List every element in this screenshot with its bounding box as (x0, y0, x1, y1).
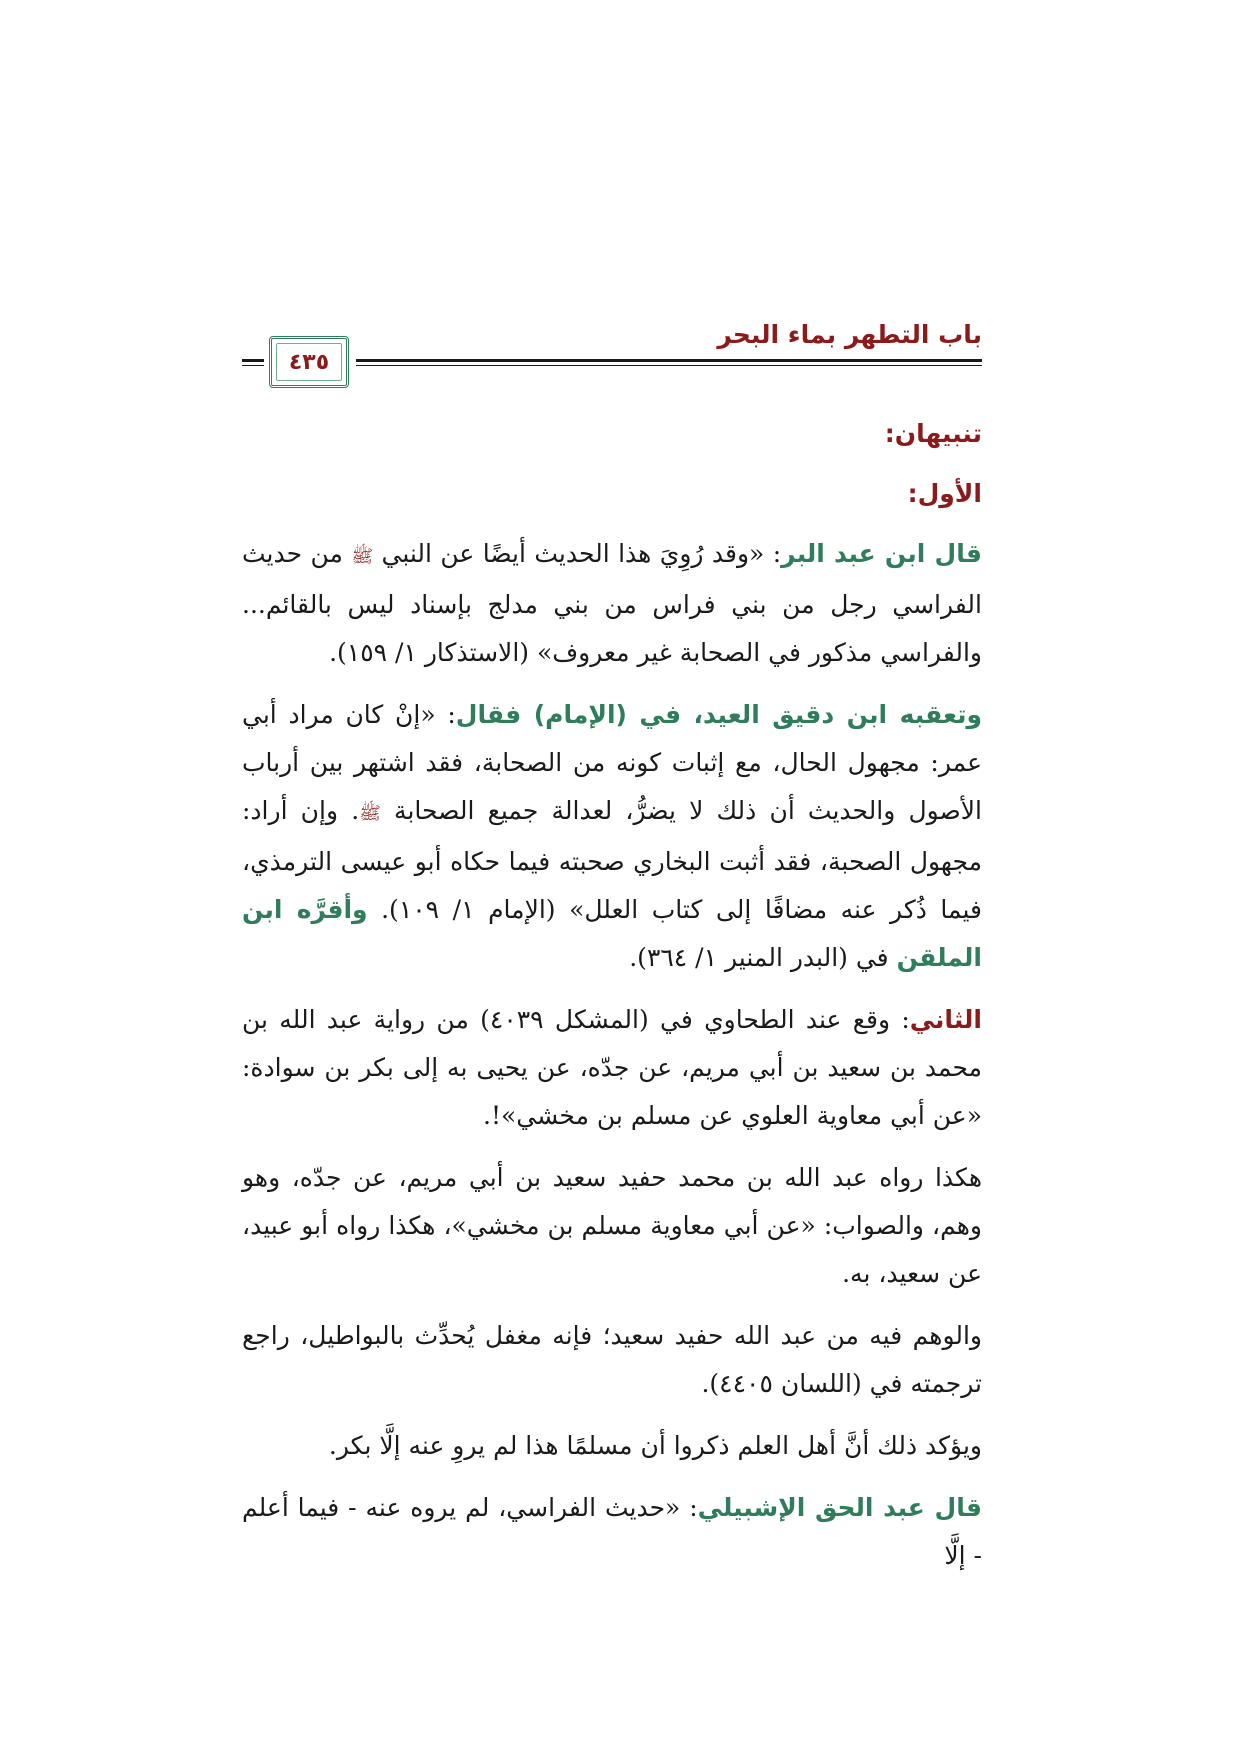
paragraph-ibn-abd-al-barr (242, 530, 982, 677)
page-number-badge (269, 336, 349, 388)
paragraph-text: : وقع عند الطحاوي في (المشكل ٤٠٣٩) من رواية عبد الله بن محمد بن سعيد بن أبي مريم، عن جدّه، عن يحيى به إلى بكر بن سوادة: «عن أبي معاوية العلوي عن مسلم بن مخشي»!. (242, 1005, 982, 1130)
header-rule (356, 359, 982, 362)
paragraph-text: . وإن أراد: مجهول الصحبة، فقد أثبت البخاري صحبته فيما حكاه أبو عيسى الترمذي، فيما ذُكر عنه مضافًا إلى كتاب العلل» (الإمام ١/ ١٠٩). (242, 796, 982, 924)
paragraph-text: من حديث الفراسي رجل من بني فراس من بني مدلج بإسناد ليس بالقائم... والفراسي مذكور في الصحابة غير معروف» (الاستذكار ١/ ١٥٩). (242, 539, 982, 667)
honorific-glyph: ﷺ (359, 803, 381, 824)
paragraph-ibn-daqiq (242, 691, 982, 982)
paragraph-confirmation (242, 1422, 982, 1470)
page-number: ٤٣٥ (288, 349, 330, 375)
paragraph-text: : «إنْ كان مراد أبي عمر: مجهول الحال، مع إثبات كونه من الصحابة، فقد اشتهر بين أرباب الأصول والحديث أن ذلك لا يضرُّ، لعدالة جميع الصحابة (242, 700, 982, 825)
heading-first: الأول: (907, 479, 982, 508)
honorific-glyph: ﷺ (351, 546, 374, 567)
label-second: الثاني (909, 1005, 982, 1034)
paragraph-text: ويؤكد ذلك أنَّ أهل العلم ذكروا أن مسلمًا هذا لم يروِ عنه إلَّا بكر. (328, 1431, 982, 1460)
speaker-abd-al-haqq: قال عبد الحق الإشبيلي (697, 1493, 982, 1522)
header-rule-left (242, 359, 264, 362)
speaker-ibn-abd-al-barr: قال ابن عبد البر (781, 539, 982, 568)
page-body (242, 410, 982, 1594)
page-header (242, 316, 982, 396)
paragraph-text: : «حديث الفراسي، لم يروه عنه - فيما أعلم - إلَّا (242, 1493, 982, 1570)
paragraph-text: هكذا رواه عبد الله بن محمد حفيد سعيد بن أبي مريم، عن جدّه، وهو وهم، والصواب: «عن أبي معاوية مسلم بن مخشي»، هكذا رواه أبو عبيد، عن سعيد، به. (242, 1163, 983, 1288)
paragraph-text: : «وقد رُوِيَ هذا الحديث أيضًا عن النبي (373, 539, 782, 568)
paragraph-narration (242, 1154, 982, 1298)
paragraph-error (242, 1312, 982, 1408)
chapter-title: باب التطهر بماء البحر (717, 320, 982, 349)
paragraph-text: في (البدر المنير ١/ ٣٦٤). (629, 943, 897, 972)
header-rule-thin (356, 365, 982, 366)
heading-tanbihan: تنبيهان: (884, 419, 982, 448)
speaker-ibn-daqiq: وتعقبه ابن دقيق العيد، في (الإمام) فقال (455, 700, 982, 729)
paragraph-text: والوهم فيه من عبد الله حفيد سعيد؛ فإنه مغفل يُحدِّث بالبواطيل، راجع ترجمته في (اللسان ٤٤٠٥). (242, 1321, 982, 1398)
speaker-ibn-al-mulaqqin: وأقرَّه ابن الملقن (242, 895, 982, 972)
paragraph-abd-al-haqq (242, 1484, 982, 1580)
paragraph-second (242, 996, 982, 1140)
header-rule-left-thin (242, 365, 264, 366)
